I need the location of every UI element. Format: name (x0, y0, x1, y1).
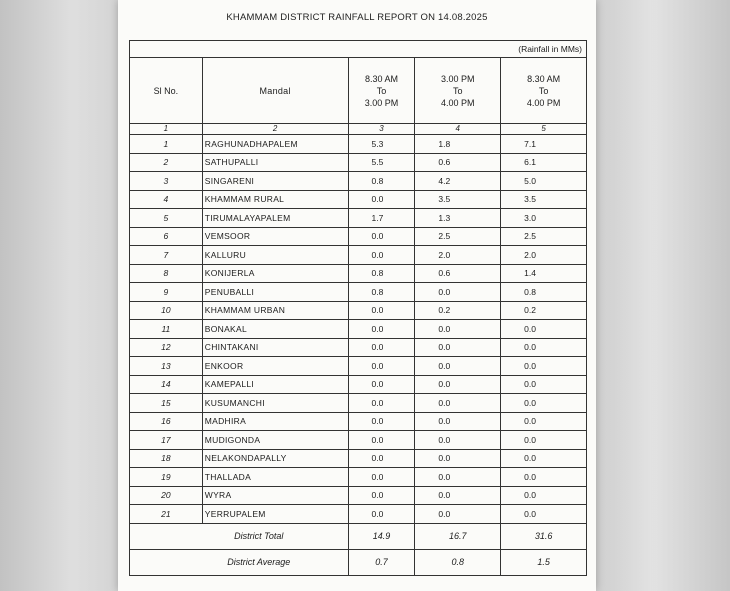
rainfall-table (129, 40, 587, 576)
mandal-cell: KUSUMANCHI (202, 394, 348, 413)
mandal-cell: CHINTAKANI (202, 338, 348, 357)
mandal-cell: ENKOOR (202, 357, 348, 376)
rain-300-400-cell: 0.0 (415, 505, 501, 524)
rain-830-300-cell: 0.0 (348, 431, 415, 450)
right-background-blur (596, 0, 730, 591)
header-col3-line1: 8.30 AM (364, 73, 398, 84)
table-row (130, 320, 587, 339)
rain-300-400-cell: 0.0 (415, 431, 501, 450)
mandal-cell: MADHIRA (202, 412, 348, 431)
rain-830-400-cell: 2.5 (501, 227, 587, 246)
rain-300-400-cell: 0.0 (415, 338, 501, 357)
table-row (130, 153, 587, 172)
sl-cell: 11 (130, 320, 203, 339)
report-title: KHAMMAM DISTRICT RAINFALL REPORT ON 14.08.2025 (226, 12, 488, 23)
header-col4-line1: 3.00 PM (441, 73, 475, 84)
rain-830-300-cell: 0.0 (348, 486, 415, 505)
header-col4-line3: 4.00 PM (441, 97, 475, 108)
rain-300-400-cell: 4.2 (415, 172, 501, 191)
sl-cell: 5 (130, 209, 203, 228)
header-col5 (501, 58, 587, 124)
rain-300-400-cell: 0.0 (415, 357, 501, 376)
sl-cell: 16 (130, 412, 203, 431)
mandal-cell: NELAKONDAPALLY (202, 449, 348, 468)
mandal-cell: BONAKAL (202, 320, 348, 339)
table-row (130, 209, 587, 228)
rain-830-400-cell: 3.5 (501, 190, 587, 209)
sl-cell: 3 (130, 172, 203, 191)
rain-830-400-cell: 0.0 (501, 431, 587, 450)
sl-cell: 6 (130, 227, 203, 246)
table-row (130, 449, 587, 468)
sl-cell: 14 (130, 375, 203, 394)
rain-830-300-cell: 1.7 (348, 209, 415, 228)
mandal-cell: YERRUPALEM (202, 505, 348, 524)
unit-note: (Rainfall in MMs) (130, 41, 587, 58)
table-row (130, 468, 587, 487)
table-row (130, 505, 587, 524)
table-row (130, 283, 587, 302)
rain-830-400-cell: 3.0 (501, 209, 587, 228)
sl-cell: 7 (130, 246, 203, 265)
sl-cell: 2 (130, 153, 203, 172)
sl-cell: 21 (130, 505, 203, 524)
rain-300-400-cell: 1.3 (415, 209, 501, 228)
sl-cell: 8 (130, 264, 203, 283)
mandal-cell: WYRA (202, 486, 348, 505)
district-total-row-label: District Total (130, 523, 349, 549)
district-total-row-value: 14.9 (348, 523, 415, 549)
mandal-cell: KAMEPALLI (202, 375, 348, 394)
table-row (130, 172, 587, 191)
rain-830-300-cell: 0.0 (348, 190, 415, 209)
table-row (130, 135, 587, 154)
rain-830-300-cell: 5.3 (348, 135, 415, 154)
sl-cell: 13 (130, 357, 203, 376)
rain-830-300-cell: 0.8 (348, 172, 415, 191)
rain-830-300-cell: 0.0 (348, 227, 415, 246)
rain-300-400-cell: 0.6 (415, 153, 501, 172)
rain-300-400-cell: 0.6 (415, 264, 501, 283)
mandal-cell: KHAMMAM URBAN (202, 301, 348, 320)
mandal-cell: KONIJERLA (202, 264, 348, 283)
unit-row (130, 41, 587, 58)
sl-cell: 19 (130, 468, 203, 487)
rain-830-400-cell: 6.1 (501, 153, 587, 172)
rain-300-400-cell: 0.0 (415, 375, 501, 394)
column-number-row (130, 124, 587, 135)
column-number: 1 (130, 124, 203, 135)
rain-300-400-cell: 0.0 (415, 468, 501, 487)
district-average-row-label: District Average (130, 549, 349, 575)
column-number: 4 (415, 124, 501, 135)
rain-300-400-cell: 1.8 (415, 135, 501, 154)
mandal-cell: THALLADA (202, 468, 348, 487)
rain-830-300-cell: 0.8 (348, 283, 415, 302)
sl-cell: 10 (130, 301, 203, 320)
rain-830-300-cell: 0.0 (348, 412, 415, 431)
sl-cell: 20 (130, 486, 203, 505)
rain-830-300-cell: 0.0 (348, 449, 415, 468)
rain-830-400-cell: 2.0 (501, 246, 587, 265)
table-row (130, 357, 587, 376)
header-row (130, 58, 587, 124)
mandal-cell: MUDIGONDA (202, 431, 348, 450)
rain-830-300-cell: 0.0 (348, 320, 415, 339)
header-col5-line3: 4.00 PM (526, 97, 561, 108)
table-row (130, 301, 587, 320)
rain-300-400-cell: 3.5 (415, 190, 501, 209)
mandal-cell: SINGARENI (202, 172, 348, 191)
rain-300-400-cell: 0.0 (415, 412, 501, 431)
rain-300-400-cell: 2.0 (415, 246, 501, 265)
table-row (130, 375, 587, 394)
district-average-row-value: 0.7 (348, 549, 415, 575)
rain-830-400-cell: 5.0 (501, 172, 587, 191)
header-col5-line1: 8.30 AM (527, 73, 561, 84)
rain-830-400-cell: 0.0 (501, 320, 587, 339)
column-number: 5 (501, 124, 587, 135)
column-number: 3 (348, 124, 415, 135)
rain-830-400-cell: 0.0 (501, 375, 587, 394)
table-row (130, 246, 587, 265)
sl-cell: 1 (130, 135, 203, 154)
rain-830-300-cell: 0.0 (348, 394, 415, 413)
sl-cell: 15 (130, 394, 203, 413)
table-row (130, 431, 587, 450)
rain-830-400-cell: 0.2 (501, 301, 587, 320)
header-col3 (348, 58, 415, 124)
left-background-blur (0, 0, 118, 591)
rain-830-300-cell: 0.0 (348, 357, 415, 376)
sl-cell: 9 (130, 283, 203, 302)
district-average-row-value: 1.5 (501, 549, 587, 575)
header-col3-line2: To (376, 85, 387, 96)
header-col3-line3: 3.00 PM (364, 97, 399, 108)
rain-300-400-cell: 2.5 (415, 227, 501, 246)
mandal-cell: KALLURU (202, 246, 348, 265)
header-mandal: Mandal (202, 58, 348, 124)
table-row (130, 486, 587, 505)
rain-300-400-cell: 0.2 (415, 301, 501, 320)
rain-300-400-cell: 0.0 (415, 283, 501, 302)
rain-300-400-cell: 0.0 (415, 449, 501, 468)
header-sl-no: Sl No. (130, 58, 203, 124)
rain-830-400-cell: 0.0 (501, 412, 587, 431)
district-average-row-value: 0.8 (415, 549, 501, 575)
table-row (130, 394, 587, 413)
sl-cell: 12 (130, 338, 203, 357)
rain-300-400-cell: 0.0 (415, 320, 501, 339)
mandal-cell: SATHUPALLI (202, 153, 348, 172)
header-col4 (415, 58, 501, 124)
sl-cell: 18 (130, 449, 203, 468)
district-average-row (130, 549, 587, 575)
rain-830-400-cell: 0.0 (501, 486, 587, 505)
table-row (130, 412, 587, 431)
rain-830-300-cell: 0.0 (348, 246, 415, 265)
rain-830-400-cell: 0.0 (501, 449, 587, 468)
sl-cell: 17 (130, 431, 203, 450)
district-total-row-value: 31.6 (501, 523, 587, 549)
mandal-cell: RAGHUNADHAPALEM (202, 135, 348, 154)
district-total-row-value: 16.7 (415, 523, 501, 549)
table-row (130, 264, 587, 283)
column-number: 2 (202, 124, 348, 135)
table-row (130, 338, 587, 357)
table-row (130, 227, 587, 246)
header-col5-line2: To (538, 85, 549, 96)
rain-830-400-cell: 0.8 (501, 283, 587, 302)
district-total-row (130, 523, 587, 549)
mandal-cell: KHAMMAM RURAL (202, 190, 348, 209)
rain-830-400-cell: 0.0 (501, 505, 587, 524)
rain-830-300-cell: 0.0 (348, 338, 415, 357)
rain-830-300-cell: 0.0 (348, 375, 415, 394)
table-row (130, 190, 587, 209)
rain-830-400-cell: 0.0 (501, 468, 587, 487)
rain-830-400-cell: 0.0 (501, 338, 587, 357)
rain-300-400-cell: 0.0 (415, 486, 501, 505)
sl-cell: 4 (130, 190, 203, 209)
report-page (118, 0, 596, 591)
rain-830-300-cell: 0.0 (348, 468, 415, 487)
rain-830-400-cell: 1.4 (501, 264, 587, 283)
rain-830-400-cell: 7.1 (501, 135, 587, 154)
rain-830-400-cell: 0.0 (501, 394, 587, 413)
mandal-cell: TIRUMALAYAPALEM (202, 209, 348, 228)
rain-830-300-cell: 0.0 (348, 301, 415, 320)
header-col4-line2: To (453, 85, 463, 96)
rain-830-300-cell: 0.0 (348, 505, 415, 524)
rain-830-400-cell: 0.0 (501, 357, 587, 376)
rain-830-300-cell: 0.8 (348, 264, 415, 283)
mandal-cell: PENUBALLI (202, 283, 348, 302)
rain-830-300-cell: 5.5 (348, 153, 415, 172)
mandal-cell: VEMSOOR (202, 227, 348, 246)
rain-300-400-cell: 0.0 (415, 394, 501, 413)
